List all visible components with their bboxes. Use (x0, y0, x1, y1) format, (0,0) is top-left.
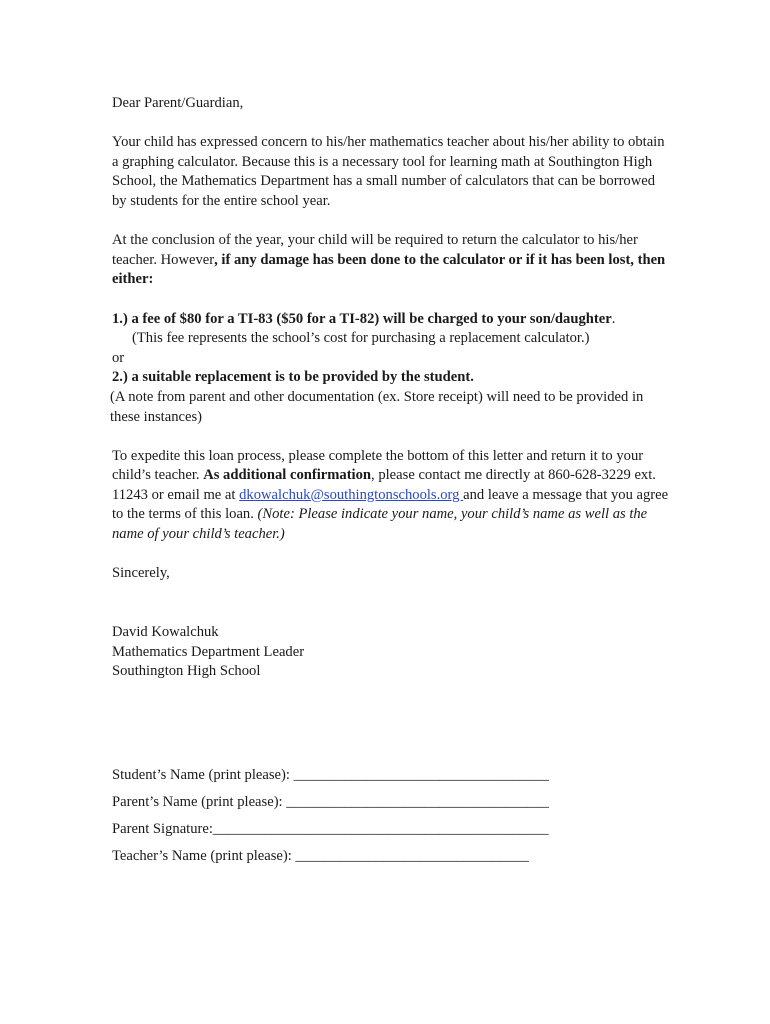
conclusion-bold-text: , if any damage has been done to the calculator or if it has been lost, then either: (112, 251, 666, 288)
option-two: 2.) a suitable replacement is to be provided by the student. (112, 369, 474, 386)
instructions-note: (Note: Please indicate your name, your child’s name as well as the name of your child’s teacher.) (112, 506, 648, 543)
option-one-text: 1.) a fee of $80 for a TI-83 ($50 for a TI-82) will be charged to your son/daughter (112, 310, 612, 327)
paragraph-intro: Your child has expressed concern to his/her mathematics teacher about his/her ability to obtain a graphing calculator. Because this is a necessary tool for learning math at Southington High School, the Mathematics Department has a small number of calculators that can be borrowed by students for the entire school year. (112, 134, 665, 209)
option-one-note: (This fee represents the school’s cost for purchasing a replacement calculator.) (132, 330, 590, 347)
salutation: Dear Parent/Guardian, (112, 95, 244, 111)
option-two-note: (A note from parent and other documentation (ex. Store receipt) will need to be provided in these instances) (110, 388, 644, 425)
letter-body (112, 94, 672, 682)
signer-name: David Kowalchuk (112, 624, 219, 641)
option-one (112, 310, 672, 330)
teacher-name-line[interactable]: Teacher’s Name (print please): ________________________________ (112, 848, 529, 864)
paragraph-conclusion (112, 231, 672, 290)
or-text: or (112, 349, 125, 366)
parent-signature-line[interactable]: Parent Signature:______________________________________________ (112, 821, 549, 837)
instructions-text-a: To expedite this loan process, please complete the bottom of this letter and return it to your child’s teacher. (112, 447, 644, 484)
email-link[interactable]: dkowalchuk@southingtonschools.org (239, 486, 464, 503)
signer-title: Mathematics Department Leader (112, 643, 305, 660)
instructions-bold-text: As additional confirmation (203, 467, 372, 484)
signer-school: Southington High School (112, 663, 261, 680)
conclusion-text: At the conclusion of the year, your child will be required to return the calculator to his/her teacher. However (112, 232, 638, 268)
student-name-line[interactable]: Student’s Name (print please): ___________________________________ (112, 767, 549, 783)
paragraph-instructions (112, 447, 672, 545)
instructions-text-b: , please contact me directly at 860-628-3229 ext. 11243 or email me at (112, 467, 656, 503)
option-one-period: . (611, 310, 616, 327)
instructions-text-c: and leave a message that you agree to the terms of this loan. (112, 486, 669, 523)
parent-name-line[interactable]: Parent’s Name (print please): ____________________________________ (112, 794, 549, 810)
return-form (112, 765, 672, 873)
closing: Sincerely, (112, 565, 170, 582)
